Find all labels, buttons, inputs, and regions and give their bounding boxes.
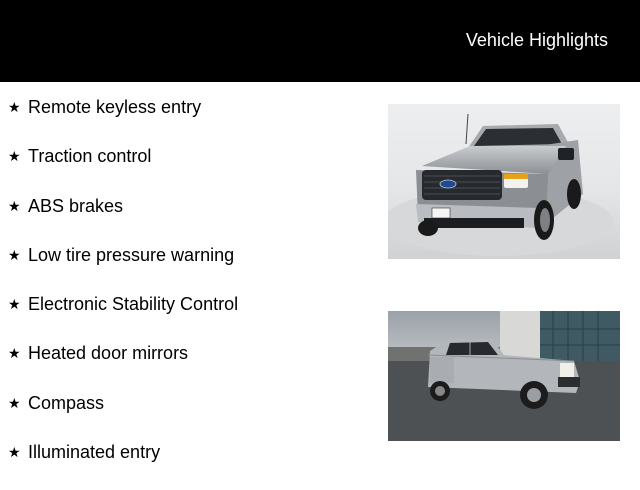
list-item — [8, 96, 238, 145]
truck-front-photo[interactable] — [388, 104, 620, 259]
list-item — [8, 293, 238, 342]
header-bar — [0, 0, 640, 82]
feature-label: ABS brakes — [28, 195, 124, 216]
list-item — [8, 244, 238, 293]
feature-label: Low tire pressure warning — [28, 244, 235, 265]
star-icon: ★ — [8, 148, 21, 165]
list-item — [8, 195, 238, 244]
feature-label: Electronic Stability Control — [28, 294, 239, 315]
feature-label: Illuminated entry — [28, 442, 161, 463]
star-icon: ★ — [8, 197, 21, 214]
star-icon: ★ — [8, 246, 21, 263]
feature-label: Remote keyless entry — [28, 97, 202, 117]
feature-list — [8, 96, 238, 490]
star-icon: ★ — [8, 345, 21, 362]
list-item — [8, 342, 238, 391]
star-icon: ★ — [8, 394, 21, 411]
star-icon: ★ — [8, 444, 21, 461]
list-item — [8, 145, 238, 194]
list-item — [8, 392, 238, 441]
star-icon: ★ — [8, 296, 21, 313]
feature-label: Heated door mirrors — [28, 343, 189, 364]
feature-label: Compass — [28, 392, 105, 413]
list-item — [8, 441, 238, 490]
star-icon: ★ — [8, 99, 21, 115]
truck-side-photo[interactable] — [388, 311, 620, 441]
feature-label: Traction control — [28, 146, 152, 167]
page-title: Vehicle Highlights — [465, 30, 608, 50]
